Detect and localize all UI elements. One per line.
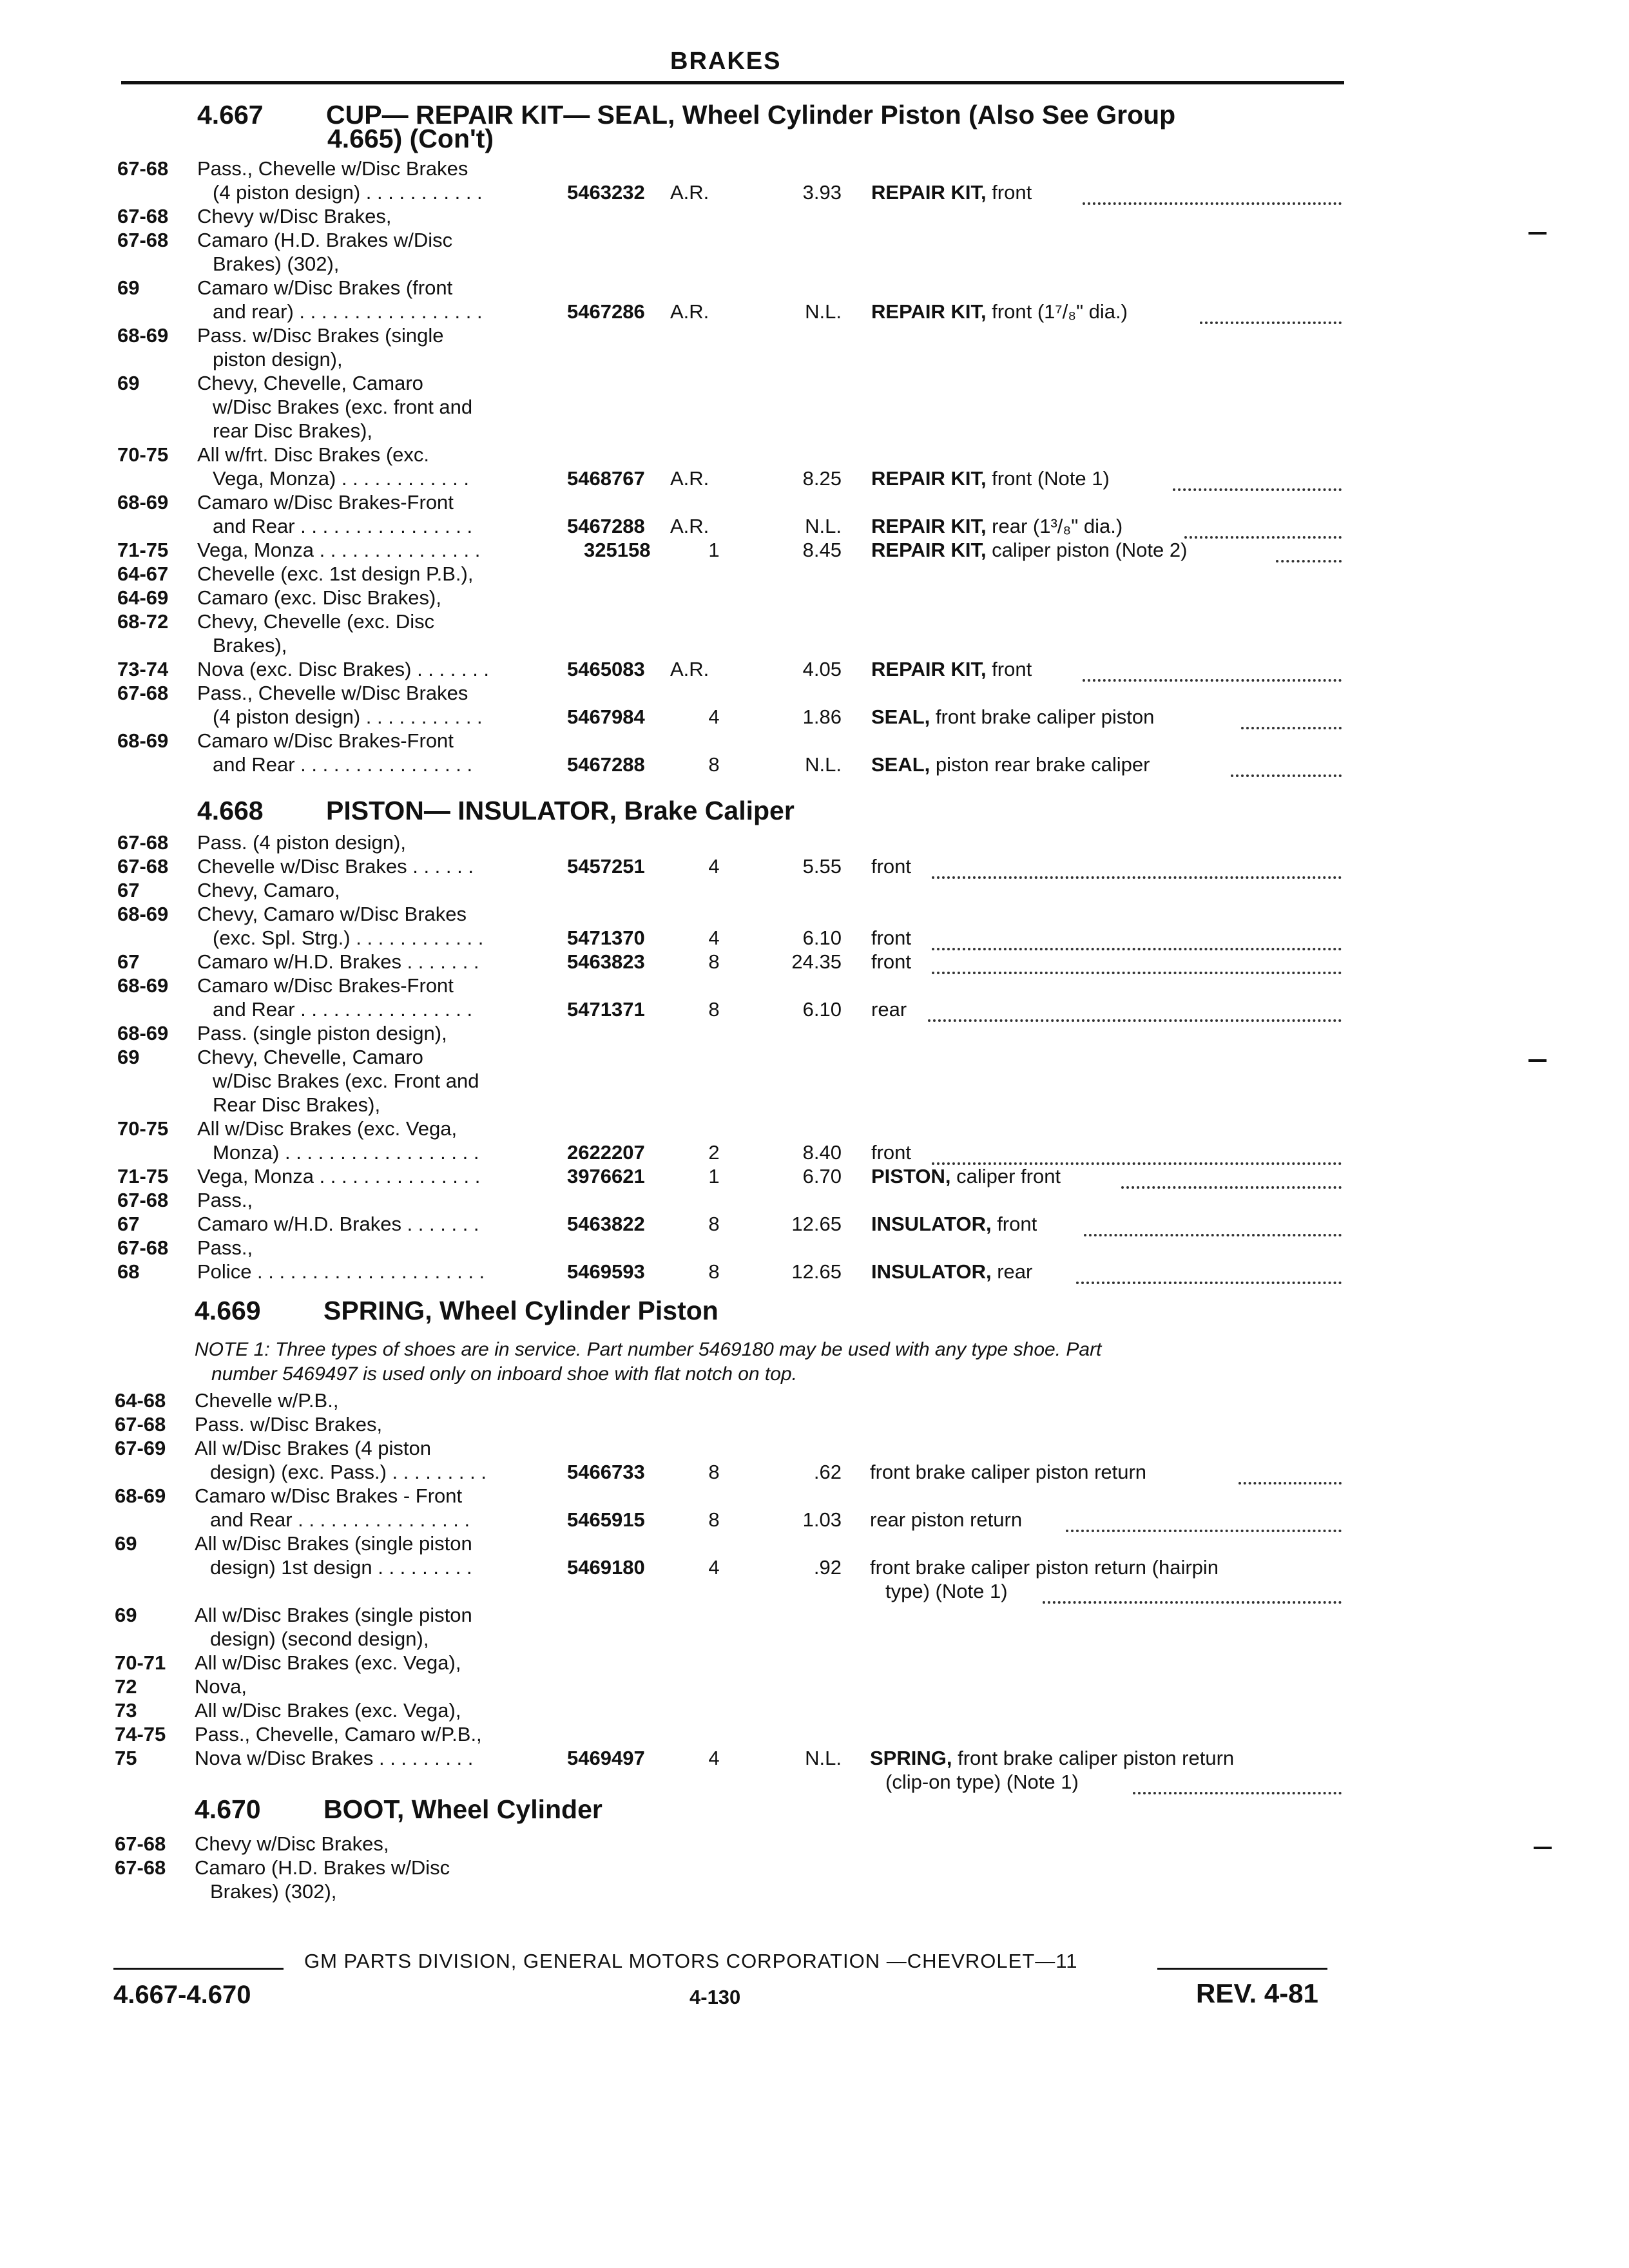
application: Police . . . . . . . . . . . . . . . . . . . . . [197,1260,485,1283]
part-number: 2622207 [567,1141,645,1164]
application: Vega, Monza) . . . . . . . . . . . . [213,467,469,490]
description-keyword: INSULATOR, [871,1260,992,1283]
description: front [871,927,912,949]
section-4-669-heading [195,1296,718,1325]
application: Rear Disc Brakes), [213,1093,381,1116]
header-rule [121,81,1344,84]
year-range: 75 [115,1747,137,1769]
application: Camaro w/Disc Brakes - Front [195,1485,463,1507]
year-range: 72 [115,1675,137,1698]
application: w/Disc Brakes (exc. Front and [213,1070,479,1092]
part-number: 5467984 [567,706,645,728]
application: Camaro w/Disc Brakes-Front [197,729,454,752]
application: Chevy w/Disc Brakes, [195,1832,389,1855]
dot-leader [1184,536,1342,539]
description-text: caliper piston (Note 2) [986,539,1188,561]
application: (4 piston design) . . . . . . . . . . . [213,181,483,204]
year-range: 67-68 [117,855,169,878]
description: rear [871,998,907,1021]
application: Vega, Monza . . . . . . . . . . . . . . . [197,1165,481,1187]
note-line: NOTE 1: Three types of shoes are in service. Part number 5469180 may be used with any type shoe. Part [195,1339,1102,1360]
application: Camaro w/Disc Brakes-Front [197,974,454,997]
dot-leader [1231,774,1342,777]
application: Camaro w/H.D. Brakes . . . . . . . [197,1213,479,1235]
quantity: 8 [708,950,720,973]
price: 6.10 [802,998,842,1021]
description-text: piston rear brake caliper [930,753,1150,776]
price: N.L. [805,515,842,537]
application: Pass., Chevelle w/Disc Brakes [197,682,468,704]
application: Pass. w/Disc Brakes (single [197,324,444,347]
description: rear piston return [870,1508,1023,1531]
description-keyword: REPAIR KIT, [871,515,987,537]
year-range: 69 [115,1604,137,1626]
description [871,753,1150,776]
section-4-670-heading [195,1795,602,1823]
application: Chevelle (exc. 1st design P.B.), [197,562,474,585]
year-range: 71-75 [117,1165,169,1187]
quantity: 4 [708,1556,720,1579]
part-number: 325158 [584,539,651,561]
application: Pass., [197,1236,253,1259]
part-number: 5463232 [567,181,645,204]
year-range: 67-69 [115,1437,166,1459]
description [871,181,1032,204]
dot-leader [1083,679,1342,682]
description-text: rear (1³/₈" dia.) [986,515,1123,537]
description [870,1747,1234,1770]
year-range: 68-69 [115,1485,166,1507]
description-keyword: REPAIR KIT, [871,181,987,204]
application: All w/Disc Brakes (exc. Vega, [197,1117,458,1140]
part-number: 5457251 [567,855,645,878]
year-range: 68-69 [117,729,169,752]
footer-page-number: 4-130 [689,1986,741,2008]
dot-leader [1121,1186,1342,1189]
application: Camaro w/H.D. Brakes . . . . . . . [197,950,479,973]
section-title: SPRING, Wheel Cylinder Piston [323,1296,718,1325]
price: 1.86 [802,706,842,728]
description-text: front [986,658,1032,680]
price: .62 [813,1461,842,1483]
part-number: 5471370 [567,927,645,949]
price: N.L. [805,300,842,323]
section-number: 4.668 [197,796,264,825]
price: 3.93 [802,181,842,204]
application: Camaro w/Disc Brakes (front [197,276,453,299]
quantity: A.R. [670,300,709,323]
price: .92 [813,1556,842,1579]
dot-leader [932,876,1342,879]
description: front [871,950,912,973]
application: All w/Disc Brakes (exc. Vega), [195,1651,461,1674]
application: and Rear . . . . . . . . . . . . . . . . [213,998,473,1021]
application: design) (second design), [210,1628,429,1650]
description: front brake caliper piston return [870,1461,1147,1483]
application: Brakes), [213,634,287,657]
application: design) 1st design . . . . . . . . . [210,1556,472,1579]
section-title: CUP— REPAIR KIT— SEAL, Wheel Cylinder Piston (Also See Group [326,100,1176,130]
description-keyword: REPAIR KIT, [871,300,987,323]
part-number: 5469180 [567,1556,645,1579]
application: All w/Disc Brakes (single piston [195,1532,472,1555]
application: Chevelle w/P.B., [195,1389,339,1412]
application: Pass., [197,1189,253,1211]
description [871,658,1032,681]
description [871,300,1128,323]
margin-mark [1528,1059,1547,1062]
year-range: 68-69 [117,974,169,997]
quantity: A.R. [670,515,709,537]
price: 12.65 [791,1213,842,1235]
description [871,1213,1037,1236]
description-text: front (1⁷/₈" dia.) [986,300,1128,323]
description-keyword: REPAIR KIT, [871,467,987,490]
year-range: 71-75 [117,539,169,561]
year-range: 68-69 [117,324,169,347]
price: 5.55 [802,855,842,878]
application: and Rear . . . . . . . . . . . . . . . . [210,1508,470,1531]
year-range: 67-68 [117,205,169,227]
price: 6.70 [802,1165,842,1187]
description-keyword: SPRING, [870,1747,952,1769]
part-number: 5469497 [567,1747,645,1769]
section-4-668-heading [197,796,795,825]
footer-section-range: 4.667-4.670 [113,1981,251,2009]
year-range: 64-67 [117,562,169,585]
section-title: PISTON— INSULATOR, Brake Caliper [326,796,795,825]
footer-rule-right [1157,1968,1327,1970]
dot-leader [1276,560,1342,562]
price: N.L. [805,753,842,776]
price: 24.35 [791,950,842,973]
section-number: 4.669 [195,1296,261,1325]
application: Pass. (4 piston design), [197,831,406,854]
description: front [871,855,912,878]
year-range: 67-68 [117,1189,169,1211]
quantity: 1 [708,539,720,561]
part-number: 5469593 [567,1260,645,1283]
year-range: 73-74 [117,658,169,680]
section-number: 4.670 [195,1794,261,1824]
year-range: 69 [117,1046,140,1068]
application: Camaro w/Disc Brakes-Front [197,491,454,514]
year-range: 67-68 [117,157,169,180]
application: Nova w/Disc Brakes . . . . . . . . . [195,1747,474,1769]
part-number: 5463822 [567,1213,645,1235]
description [871,706,1154,729]
year-range: 68-69 [117,903,169,925]
year-range: 67-68 [115,1832,166,1855]
section-title: BOOT, Wheel Cylinder [323,1794,602,1824]
quantity: 8 [708,1461,720,1483]
quantity: 4 [708,855,720,878]
application: and rear) . . . . . . . . . . . . . . . . . [213,300,483,323]
year-range: 70-71 [115,1651,166,1674]
application: piston design), [213,348,343,370]
description-text: front brake caliper piston return [952,1747,1235,1769]
margin-mark [1528,232,1547,235]
part-number: 5467286 [567,300,645,323]
application: Pass., Chevelle w/Disc Brakes [197,157,468,180]
application: Chevelle w/Disc Brakes . . . . . . [197,855,474,878]
application: and Rear . . . . . . . . . . . . . . . . [213,515,473,537]
year-range: 67 [117,950,140,973]
year-range: 68-69 [117,491,169,514]
dot-leader [1043,1601,1342,1604]
year-range: 67 [117,1213,140,1235]
application: Chevy, Chevelle, Camaro [197,372,423,394]
dot-leader [932,948,1342,950]
description-keyword: SEAL, [871,706,930,728]
price: 12.65 [791,1260,842,1283]
application: design) (exc. Pass.) . . . . . . . . . [210,1461,487,1483]
footer-rule-left [113,1968,284,1970]
year-range: 69 [117,372,140,394]
dot-leader [928,1019,1342,1022]
dot-leader [932,972,1342,974]
margin-mark [1534,1847,1552,1849]
description [871,1165,1061,1188]
quantity: 4 [708,1747,720,1769]
application: Camaro (exc. Disc Brakes), [197,586,441,609]
application: All w/Disc Brakes (4 piston [195,1437,431,1459]
year-range: 74-75 [115,1723,166,1745]
application: Chevy, Chevelle (exc. Disc [197,610,435,633]
quantity: 4 [708,706,720,728]
quantity: 8 [708,753,720,776]
year-range: 67-68 [115,1413,166,1436]
dot-leader [1076,1282,1342,1284]
description [871,1260,1032,1283]
quantity: 8 [708,1260,720,1283]
price: N.L. [805,1747,842,1769]
year-range: 67-68 [115,1856,166,1879]
part-number: 5467288 [567,753,645,776]
year-range: 70-75 [117,1117,169,1140]
year-range: 68 [117,1260,140,1283]
application: Chevy, Camaro w/Disc Brakes [197,903,467,925]
application: All w/frt. Disc Brakes (exc. [197,443,429,466]
quantity: 8 [708,1508,720,1531]
description: front brake caliper piston return (hairpin [870,1556,1219,1579]
description [871,515,1123,538]
price: 1.03 [802,1508,842,1531]
application: Camaro (H.D. Brakes w/Disc [195,1856,450,1879]
part-number: 5465915 [567,1508,645,1531]
application: w/Disc Brakes (exc. front and [213,396,473,418]
dot-leader [1239,1482,1342,1485]
part-number: 3976621 [567,1165,645,1187]
quantity: 4 [708,927,720,949]
dot-leader [1241,727,1342,729]
part-number: 5467288 [567,515,645,537]
application: All w/Disc Brakes (exc. Vega), [195,1699,461,1722]
price: 8.25 [802,467,842,490]
application: Pass. (single piston design), [197,1022,447,1044]
price: 6.10 [802,927,842,949]
application: Monza) . . . . . . . . . . . . . . . . . . [213,1141,479,1164]
dot-leader [1083,202,1342,205]
description-keyword: PISTON, [871,1165,951,1187]
year-range: 67 [117,879,140,901]
note-line: number 5469497 is used only on inboard shoe with flat notch on top. [211,1363,797,1385]
application: (exc. Spl. Strg.) . . . . . . . . . . . . [213,927,484,949]
application: Brakes) (302), [210,1880,337,1903]
description-keyword: INSULATOR, [871,1213,992,1235]
application: Brakes) (302), [213,253,340,275]
description-text: front [991,1213,1037,1235]
application: Camaro (H.D. Brakes w/Disc [197,229,453,251]
price: 8.40 [802,1141,842,1164]
description: (clip-on type) (Note 1) [885,1771,1079,1793]
note-1 [195,1338,1348,1387]
application: Chevy, Camaro, [197,879,340,901]
year-range: 64-68 [115,1389,166,1412]
section-number: 4.667 [197,100,264,130]
price: 8.45 [802,539,842,561]
year-range: 67-68 [117,1236,169,1259]
page-header: BRAKES [670,48,782,75]
application: Pass., Chevelle, Camaro w/P.B., [195,1723,482,1745]
year-range: 68-72 [117,610,169,633]
year-range: 73 [115,1699,137,1722]
application: Nova, [195,1675,247,1698]
description-text: caliper front [950,1165,1061,1187]
application: All w/Disc Brakes (single piston [195,1604,472,1626]
dot-leader [1173,488,1342,491]
quantity: A.R. [670,467,709,490]
part-number: 5466733 [567,1461,645,1483]
application: and Rear . . . . . . . . . . . . . . . . [213,753,473,776]
year-range: 68-69 [117,1022,169,1044]
section-4-667-heading-cont: 4.665) (Con't) [327,124,494,153]
description: front [871,1141,912,1164]
application: rear Disc Brakes), [213,419,373,442]
description-text: front (Note 1) [986,467,1110,490]
description-keyword: SEAL, [871,753,930,776]
footer-publisher: GM PARTS DIVISION, GENERAL MOTORS CORPORATION —CHEVROLET—11 [304,1950,1078,1972]
year-range: 69 [115,1532,137,1555]
description-text: front brake caliper piston [930,706,1155,728]
year-range: 64-69 [117,586,169,609]
year-range: 67-68 [117,229,169,251]
year-range: 67-68 [117,682,169,704]
quantity: 1 [708,1165,720,1187]
dot-leader [1133,1792,1342,1794]
application: Nova (exc. Disc Brakes) . . . . . . . [197,658,490,680]
application: Pass. w/Disc Brakes, [195,1413,383,1436]
quantity: A.R. [670,658,709,680]
part-number: 5471371 [567,998,645,1021]
application: (4 piston design) . . . . . . . . . . . [213,706,483,728]
part-number: 5468767 [567,467,645,490]
part-number: 5463823 [567,950,645,973]
quantity: 8 [708,998,720,1021]
quantity: 2 [708,1141,720,1164]
description: type) (Note 1) [885,1580,1008,1602]
description-text: front [986,181,1032,204]
part-number: 5465083 [567,658,645,680]
price: 4.05 [802,658,842,680]
description-keyword: REPAIR KIT, [871,539,987,561]
dot-leader [1084,1234,1342,1236]
dot-leader [1200,322,1342,324]
description-text: rear [991,1260,1033,1283]
year-range: 70-75 [117,443,169,466]
description-keyword: REPAIR KIT, [871,658,987,680]
application: Vega, Monza . . . . . . . . . . . . . . . [197,539,481,561]
description [871,467,1110,490]
quantity: A.R. [670,181,709,204]
dot-leader [1066,1530,1342,1532]
description [871,539,1187,562]
footer-revision: REV. 4-81 [1196,1978,1318,2008]
application: Chevy, Chevelle, Camaro [197,1046,423,1068]
year-range: 67-68 [117,831,169,854]
application: Chevy w/Disc Brakes, [197,205,392,227]
quantity: 8 [708,1213,720,1235]
year-range: 69 [117,276,140,299]
